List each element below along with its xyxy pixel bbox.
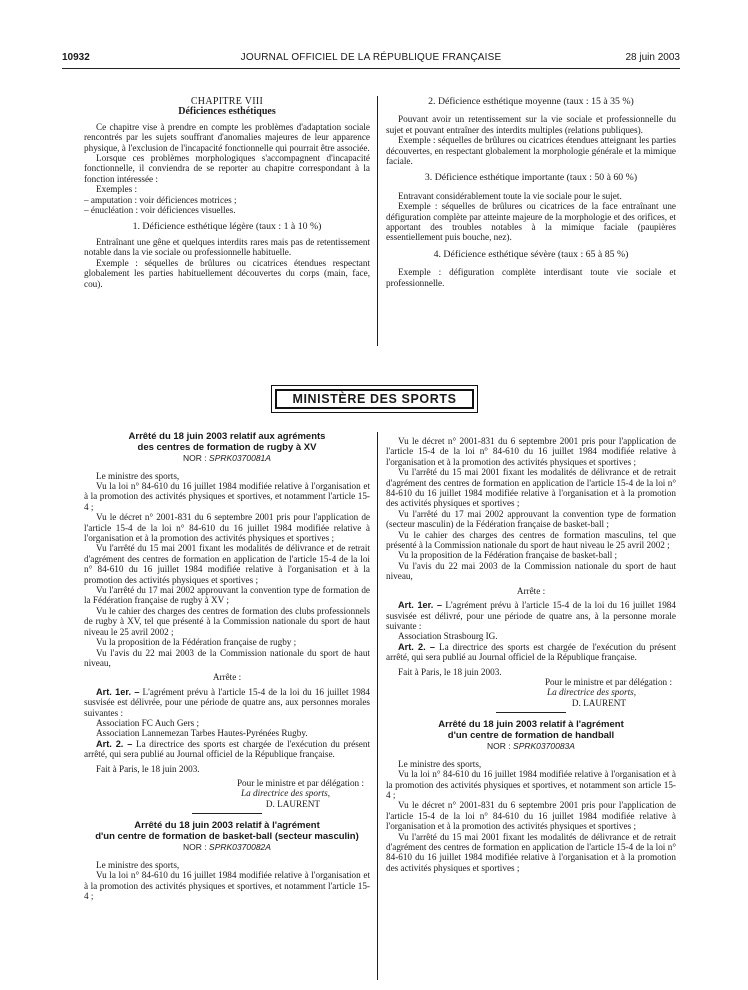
degree-example: Exemple : séquelles de brûlures ou cicatrices étendues respectant globalement les parties habituellement découvertes du corps (main, face, cou). (84, 257, 370, 289)
decree-title: d'un centre de formation de handball (447, 729, 615, 741)
degree-text: Entraînant une gêne et quelques interdits rares mais pas de retentissement notable dans la vie sociale ou professionnelle habituelle. (84, 236, 370, 258)
decree-paragraph: Le ministre des sports, (96, 470, 180, 481)
chapter-intro: Lorsque ces problèmes morphologiques s'accompagnent d'incapacité fonctionnelle, il conviendra de se reporter au chapitre correspondant à la fonction intéressée : (84, 153, 370, 184)
entity-item: Association Lannemezan Tarbes Hautes-Pyrénées Rugby. (96, 728, 308, 739)
arrete-label: Arrête : (212, 672, 242, 683)
signatory: D. LAURENT (571, 697, 626, 708)
column-divider (377, 432, 378, 980)
decree-title: Arrêté du 18 juin 2003 relatif à l'agrément (134, 820, 320, 832)
decree-paragraph: Vu l'arrêté du 17 mai 2002 approuvant la convention type de formation (secteur masculin) de la Fédération française de basket-ball ; (386, 508, 676, 530)
decree-paragraph: Vu le décret n° 2001-831 du 6 septembre 2001 pris pour l'application de l'article 15-4 de la loi n° 84-610 du 16 juillet 1984 modifiée relative à l'organisation et à la promotion des activités physiques et sportives ; (386, 800, 676, 832)
signature-line: Pour le ministre et par délégation : (544, 676, 672, 687)
decree-paragraph: Vu l'arrêté du 15 mai 2001 fixant les modalités de délivrance et de retrait d'agrément des centres de formation en application de l'article 15-4 de la loi n° 84-610 du 16 juillet 1984 modifiée relative à l'organisation et à la promotion des activités physiques et sportives ; (386, 467, 676, 509)
decree-paragraph: Vu la loi n° 84-610 du 16 juillet 1984 modifiée relative à l'organisation et à la promotion des activités physiques et sportives, et notamment l'article 15-4 ; (84, 481, 370, 512)
decree-paragraph: Vu l'avis du 22 mai 2003 de la Commission nationale du sport de haut niveau, (84, 647, 370, 668)
decree-paragraph: Vu l'arrêté du 15 mai 2001 fixant les modalités de délivrance et de retrait d'agrément des centres de formation en application de l'article 15-4 de la loi n° 84-610 du 16 juillet 1984 modifiée relative à l'organisation et à la promotion des activités physiques et sportives ; (386, 831, 676, 873)
issue-date: 28 juin 2003 (625, 52, 680, 63)
decree-title: Arrêté du 18 juin 2003 relatif aux agréments (128, 431, 326, 442)
header-rule (62, 68, 680, 69)
chapter-column-right (386, 97, 676, 288)
decree-paragraph: Vu l'avis du 22 mai 2003 de la Commission nationale du sport de haut niveau, (386, 560, 676, 582)
decree-paragraph: Vu le décret n° 2001-831 du 6 septembre 2001 pris pour l'application de l'article 15-4 de la loi n° 84-610 du 16 juillet 1984 modifiée relative à l'organisation et à la promotion des activités physiques et sportives ; (386, 436, 676, 467)
signature-line: La directrice des sports, (547, 687, 636, 698)
done-at: Fait à Paris, le 18 juin 2003. (96, 763, 200, 774)
chapter-column-left (84, 97, 370, 289)
chapter-title: Déficiences esthétiques (178, 106, 276, 118)
degree-heading: 4. Déficience esthétique sévère (taux : 65 à 85 %) (433, 248, 629, 260)
decree-paragraph: Vu le cahier des charges des centres de formation masculins, tel que présenté à la Commission nationale du sport de haut niveau le 25 avril 2002 ; (386, 529, 676, 551)
nor-reference: NOR : SPRK0370081A (183, 453, 271, 464)
entity-item: Association FC Auch Gers ; (96, 717, 200, 728)
decree-paragraph: Vu la proposition de la Fédération française de basket-ball ; (398, 550, 618, 561)
article-1: Art. 1er. – L'agrément prévu à l'article 15-4 de la loi du 16 juillet 1984 susvisée est délivré, pour une période de quatre ans, à la personne morale suivante : (386, 600, 676, 631)
chapter-label: CHAPITRE VIII (190, 96, 264, 107)
decree-title: des centres de formation de rugby à XV (137, 441, 317, 453)
degree-heading: 2. Déficience esthétique moyenne (taux : 15 à 35 %) (428, 96, 634, 107)
decree-paragraph: Vu la proposition de la Fédération française de rugby ; (96, 637, 297, 648)
decree-column-left (84, 432, 370, 901)
chapter-intro: Ce chapitre vise à prendre en compte les problèmes d'adaptation sociale rencontrés par les sujets souffrant d'anomalies majeures de leur apparence physique, à l'exclusion de l'incapacité fonctionnelle qui pourrait être associée. (84, 121, 370, 153)
ministry-box (271, 385, 478, 413)
nor-reference: NOR : SPRK0370082A (183, 842, 271, 853)
decree-paragraph: Vu l'arrêté du 17 mai 2002 approuvant la convention type de formation de la Fédération française de rugby à XV ; (84, 585, 370, 606)
degree-heading: 1. Déficience esthétique légère (taux : 1 à 10 %) (132, 221, 322, 233)
decree-title: Arrêté du 18 juin 2003 relatif à l'agrément (438, 719, 624, 731)
article-1: Art. 1er. – L'agrément prévu à l'article 15-4 de la loi du 16 juillet 1984 susvisée est délivrée, pour une période de quatre ans, aux personnes morales suivantes : (84, 686, 370, 718)
example-item: – amputation : voir déficiences motrices ; (84, 194, 237, 205)
degree-example: Exemple : séquelles de brûlures ou cicatrices étendues atteignant les parties découvertes, en respectant globalement la morphologie générale et la mimique faciale. (386, 135, 676, 167)
degree-heading: 3. Déficience esthétique importante (taux : 50 à 60 %) (424, 172, 638, 184)
ministry-title: MINISTÈRE DES SPORTS (275, 389, 474, 409)
decree-title: d'un centre de formation de basket-ball (secteur masculin) (95, 830, 359, 842)
article-2: Art. 2. – La directrice des sports est chargée de l'exécution du présent arrêté, qui sera publié au Journal officiel de la République française. (84, 738, 371, 760)
signatory: D. LAURENT (265, 798, 320, 809)
entity-item: Association Strasbourg IG. (398, 631, 498, 642)
degree-example: Exemple : défiguration complète interdisant toute vie sociale et professionnelle. (386, 267, 676, 288)
decree-paragraph: Le ministre des sports, (398, 758, 482, 769)
decree-paragraph: Vu la loi n° 84-610 du 16 juillet 1984 modifiée relative à l'organisation et à la promotion des activités physiques et sportives, et notamment l'article 15-4 ; (84, 870, 370, 901)
column-divider (377, 96, 378, 346)
done-at: Fait à Paris, le 18 juin 2003. (398, 666, 502, 677)
decree-paragraph: Vu la loi n° 84-610 du 16 juillet 1984 modifiée relative à l'organisation et à la promotion des activités physiques et sportives, et notamment son article 15-4 ; (386, 769, 676, 800)
decree-paragraph: Vu le décret n° 2001-831 du 6 septembre 2001 pris pour l'application de l'article 15-4 de la loi n° 84-610 du 16 juillet 1984 modifiée relative à l'organisation et à la promotion des activités physiques et sportives ; (84, 512, 370, 544)
decree-paragraph: Le ministre des sports, (96, 859, 180, 870)
journal-title: JOURNAL OFFICIEL DE LA RÉPUBLIQUE FRANÇAISE (240, 52, 502, 63)
decree-column-right (386, 436, 676, 873)
article-2: Art. 2. – La directrice des sports est chargée de l'exécution du présent arrêté, qui sera publié au Journal officiel de la République française. (386, 641, 677, 663)
example-item: – énucléation : voir déficiences visuelles. (84, 205, 236, 216)
degree-text: Entravant considérablement toute la vie sociale pour le sujet. (398, 190, 622, 201)
signature-line: La directrice des sports, (241, 788, 330, 799)
page-number: 10932 (62, 52, 90, 63)
nor-reference: NOR : SPRK0370083A (487, 741, 575, 752)
signature-line: Pour le ministre et par délégation : (236, 777, 364, 788)
examples-label: Exemples : (96, 184, 138, 195)
degree-example: Exemple : séquelles de brûlures ou cicatrices de la face entraînant une défiguration complète par atteinte majeure de la morphologie et des orifices, et apportant des troubles notables à la mimique faciale (paupières essentiellement puis bouche, nez). (386, 201, 676, 243)
decree-paragraph: Vu le cahier des charges des centres de formation des clubs professionnels de rugby à XV, tel que présenté à la Commission nationale du sport de haut niveau le 25 avril 2002 ; (84, 605, 370, 637)
arrete-label: Arrête : (516, 585, 546, 596)
decree-paragraph: Vu l'arrêté du 15 mai 2001 fixant les modalités de délivrance et de retrait d'agrément des centres de formation en application de l'article 15-4 de la loi n° 84-610 du 16 juillet 1984 modifiée relative à l'organisation et à la promotion des activités physiques et sportives ; (84, 543, 370, 585)
degree-text: Pouvant avoir un retentissement sur la vie sociale et professionnelle du sujet et pouvant entraîner des interdits multiples (relations publiques). (386, 114, 676, 135)
running-header (62, 52, 680, 66)
